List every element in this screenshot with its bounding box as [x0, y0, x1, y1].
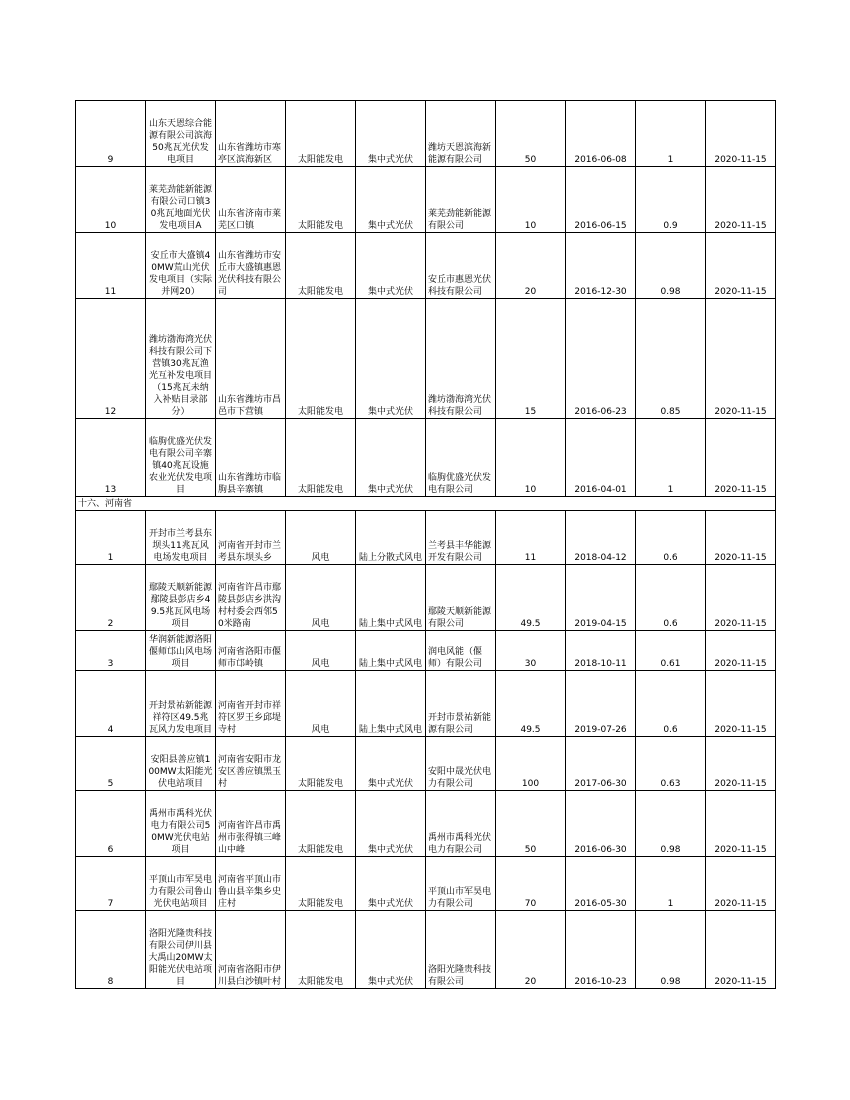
project-name: 洛阳光隆贵科技有限公司伊川县大禹山20MW太阳能光伏电站项目 [146, 911, 216, 989]
project-mode: 集中式光伏 [356, 791, 426, 857]
project-type: 太阳能发电 [286, 911, 356, 989]
project-location: 河南省许昌市鄢陵县彭店乡洪沟村村委会西邻50米路南 [216, 565, 286, 631]
project-location: 河南省许昌市禹州市张得镇三峰山中峰 [216, 791, 286, 857]
project-name: 安阳县善应镇100MW太阳能光伏电站项目 [146, 737, 216, 791]
project-owner: 鄢陵天顺新能源有限公司 [426, 565, 496, 631]
project-location: 河南省开封市祥符区罗王乡邱堤寺村 [216, 671, 286, 737]
project-capacity: 20 [496, 911, 566, 989]
table-row [76, 101, 776, 167]
project-rate: 0.9 [636, 167, 706, 233]
project-owner: 潍坊渤海湾光伏科技有限公司 [426, 299, 496, 419]
project-location: 山东省潍坊市寒亭区滨海新区 [216, 101, 286, 167]
publish-date: 2020-11-15 [706, 167, 776, 233]
table-row [76, 511, 776, 565]
project-capacity: 11 [496, 511, 566, 565]
table-row [76, 631, 776, 671]
project-mode: 集中式光伏 [356, 299, 426, 419]
project-rate: 0.98 [636, 233, 706, 299]
publish-date: 2020-11-15 [706, 911, 776, 989]
grid-date: 2016-06-08 [566, 101, 636, 167]
project-mode: 陆上分散式风电 [356, 511, 426, 565]
publish-date: 2020-11-15 [706, 671, 776, 737]
table-row [76, 671, 776, 737]
project-rate: 0.63 [636, 737, 706, 791]
row-number: 2 [76, 565, 146, 631]
project-name: 开封景祐新能源祥符区49.5兆瓦风力发电项目 [146, 671, 216, 737]
row-number: 3 [76, 631, 146, 671]
row-number: 5 [76, 737, 146, 791]
project-mode: 集中式光伏 [356, 167, 426, 233]
publish-date: 2020-11-15 [706, 631, 776, 671]
project-name: 平顶山市军昊电力有限公司鲁山光伏电站项目 [146, 857, 216, 911]
row-number: 13 [76, 419, 146, 497]
row-number: 7 [76, 857, 146, 911]
project-mode: 集中式光伏 [356, 737, 426, 791]
project-owner: 平顶山市军昊电力有限公司 [426, 857, 496, 911]
publish-date: 2020-11-15 [706, 791, 776, 857]
project-type: 风电 [286, 565, 356, 631]
publish-date: 2020-11-15 [706, 737, 776, 791]
table-row [76, 565, 776, 631]
grid-date: 2016-12-30 [566, 233, 636, 299]
publish-date: 2020-11-15 [706, 857, 776, 911]
project-mode: 陆上集中式风电 [356, 671, 426, 737]
publish-date: 2020-11-15 [706, 419, 776, 497]
row-number: 6 [76, 791, 146, 857]
project-owner: 开封市景祐新能源有限公司 [426, 671, 496, 737]
project-rate: 0.6 [636, 511, 706, 565]
project-owner: 临朐优盛光伏发电有限公司 [426, 419, 496, 497]
project-capacity: 30 [496, 631, 566, 671]
project-type: 风电 [286, 511, 356, 565]
grid-date: 2018-10-11 [566, 631, 636, 671]
publish-date: 2020-11-15 [706, 565, 776, 631]
grid-date: 2018-04-12 [566, 511, 636, 565]
project-location: 河南省洛阳市偃师市邙岭镇 [216, 631, 286, 671]
project-type: 太阳能发电 [286, 167, 356, 233]
publish-date: 2020-11-15 [706, 233, 776, 299]
project-name: 安丘市大盛镇40MW荒山光伏发电项目（实际并网20） [146, 233, 216, 299]
table-row [76, 857, 776, 911]
project-capacity: 100 [496, 737, 566, 791]
project-mode: 陆上集中式风电 [356, 631, 426, 671]
table-body [76, 101, 776, 989]
publish-date: 2020-11-15 [706, 511, 776, 565]
row-number: 8 [76, 911, 146, 989]
project-name: 开封市兰考县东坝头11兆瓦风电场发电项目 [146, 511, 216, 565]
project-type: 风电 [286, 671, 356, 737]
project-rate: 1 [636, 857, 706, 911]
section-title: 十六、河南省 [76, 497, 776, 511]
project-type: 太阳能发电 [286, 299, 356, 419]
project-name: 莱芜劲能新能源有限公司口镇30兆瓦地面光伏发电项目A [146, 167, 216, 233]
project-mode: 集中式光伏 [356, 419, 426, 497]
project-owner: 禹州市禹科光伏电力有限公司 [426, 791, 496, 857]
project-type: 太阳能发电 [286, 419, 356, 497]
project-owner: 安阳中晟光伏电力有限公司 [426, 737, 496, 791]
project-type: 风电 [286, 631, 356, 671]
project-rate: 0.61 [636, 631, 706, 671]
grid-date: 2016-04-01 [566, 419, 636, 497]
project-location: 山东省潍坊市临朐县辛寨镇 [216, 419, 286, 497]
publish-date: 2020-11-15 [706, 299, 776, 419]
project-capacity: 50 [496, 791, 566, 857]
table-row [76, 299, 776, 419]
project-mode: 集中式光伏 [356, 857, 426, 911]
project-rate: 1 [636, 101, 706, 167]
project-type: 太阳能发电 [286, 857, 356, 911]
project-capacity: 10 [496, 167, 566, 233]
project-location: 河南省平顶山市鲁山县辛集乡史庄村 [216, 857, 286, 911]
project-owner: 莱芜劲能新能源有限公司 [426, 167, 496, 233]
project-capacity: 15 [496, 299, 566, 419]
project-capacity: 50 [496, 101, 566, 167]
project-type: 太阳能发电 [286, 737, 356, 791]
project-capacity: 49.5 [496, 671, 566, 737]
row-number: 4 [76, 671, 146, 737]
row-number: 10 [76, 167, 146, 233]
project-name: 禹州市禹科光伏电力有限公司50MW光伏电站项目 [146, 791, 216, 857]
project-rate: 0.6 [636, 671, 706, 737]
project-name: 鄢陵天顺新能源鄢陵县彭店乡49.5兆瓦风电场项目 [146, 565, 216, 631]
project-type: 太阳能发电 [286, 233, 356, 299]
project-location: 河南省开封市兰考县东坝头乡 [216, 511, 286, 565]
table-row [76, 791, 776, 857]
project-location: 山东省济南市莱芜区口镇 [216, 167, 286, 233]
project-type: 太阳能发电 [286, 791, 356, 857]
project-table [75, 100, 776, 989]
project-mode: 集中式光伏 [356, 911, 426, 989]
project-type: 太阳能发电 [286, 101, 356, 167]
section-header-row [76, 497, 776, 511]
table-row [76, 911, 776, 989]
grid-date: 2016-06-23 [566, 299, 636, 419]
project-rate: 0.98 [636, 911, 706, 989]
publish-date: 2020-11-15 [706, 101, 776, 167]
row-number: 11 [76, 233, 146, 299]
project-owner: 兰考县丰华能源开发有限公司 [426, 511, 496, 565]
row-number: 12 [76, 299, 146, 419]
project-name: 临朐优盛光伏发电有限公司辛寨镇40兆瓦设施农业光伏发电项目 [146, 419, 216, 497]
grid-date: 2019-07-26 [566, 671, 636, 737]
grid-date: 2017-06-30 [566, 737, 636, 791]
project-location: 河南省安阳市龙安区善应镇黑玉村 [216, 737, 286, 791]
project-capacity: 10 [496, 419, 566, 497]
project-mode: 集中式光伏 [356, 101, 426, 167]
project-mode: 陆上集中式风电 [356, 565, 426, 631]
project-location: 山东省潍坊市安丘市大盛镇惠恩光伏科技有限公司 [216, 233, 286, 299]
project-owner: 安丘市惠恩光伏科技有限公司 [426, 233, 496, 299]
project-rate: 0.98 [636, 791, 706, 857]
project-name: 华润新能源洛阳偃师邙山风电场项目 [146, 631, 216, 671]
project-mode: 集中式光伏 [356, 233, 426, 299]
project-owner: 洛阳光隆贵科技有限公司 [426, 911, 496, 989]
row-number: 1 [76, 511, 146, 565]
project-rate: 0.85 [636, 299, 706, 419]
project-name: 潍坊渤海湾光伏科技有限公司下营镇30兆瓦渔光互补发电项目（15兆瓦未纳入补贴目录部分） [146, 299, 216, 419]
grid-date: 2016-05-30 [566, 857, 636, 911]
project-location: 山东省潍坊市昌邑市下营镇 [216, 299, 286, 419]
project-rate: 0.6 [636, 565, 706, 631]
project-rate: 1 [636, 419, 706, 497]
table-row [76, 737, 776, 791]
grid-date: 2016-10-23 [566, 911, 636, 989]
project-owner: 潍坊天恩滨海新能源有限公司 [426, 101, 496, 167]
project-name: 山东天恩综合能源有限公司滨海50兆瓦光伏发电项目 [146, 101, 216, 167]
project-capacity: 70 [496, 857, 566, 911]
grid-date: 2019-04-15 [566, 565, 636, 631]
project-capacity: 20 [496, 233, 566, 299]
table-row [76, 167, 776, 233]
table-row [76, 233, 776, 299]
grid-date: 2016-06-30 [566, 791, 636, 857]
project-capacity: 49.5 [496, 565, 566, 631]
table-row [76, 419, 776, 497]
row-number: 9 [76, 101, 146, 167]
grid-date: 2016-06-15 [566, 167, 636, 233]
project-location: 河南省洛阳市伊川县白沙镇叶村 [216, 911, 286, 989]
project-owner: 润电风能（偃师）有限公司 [426, 631, 496, 671]
